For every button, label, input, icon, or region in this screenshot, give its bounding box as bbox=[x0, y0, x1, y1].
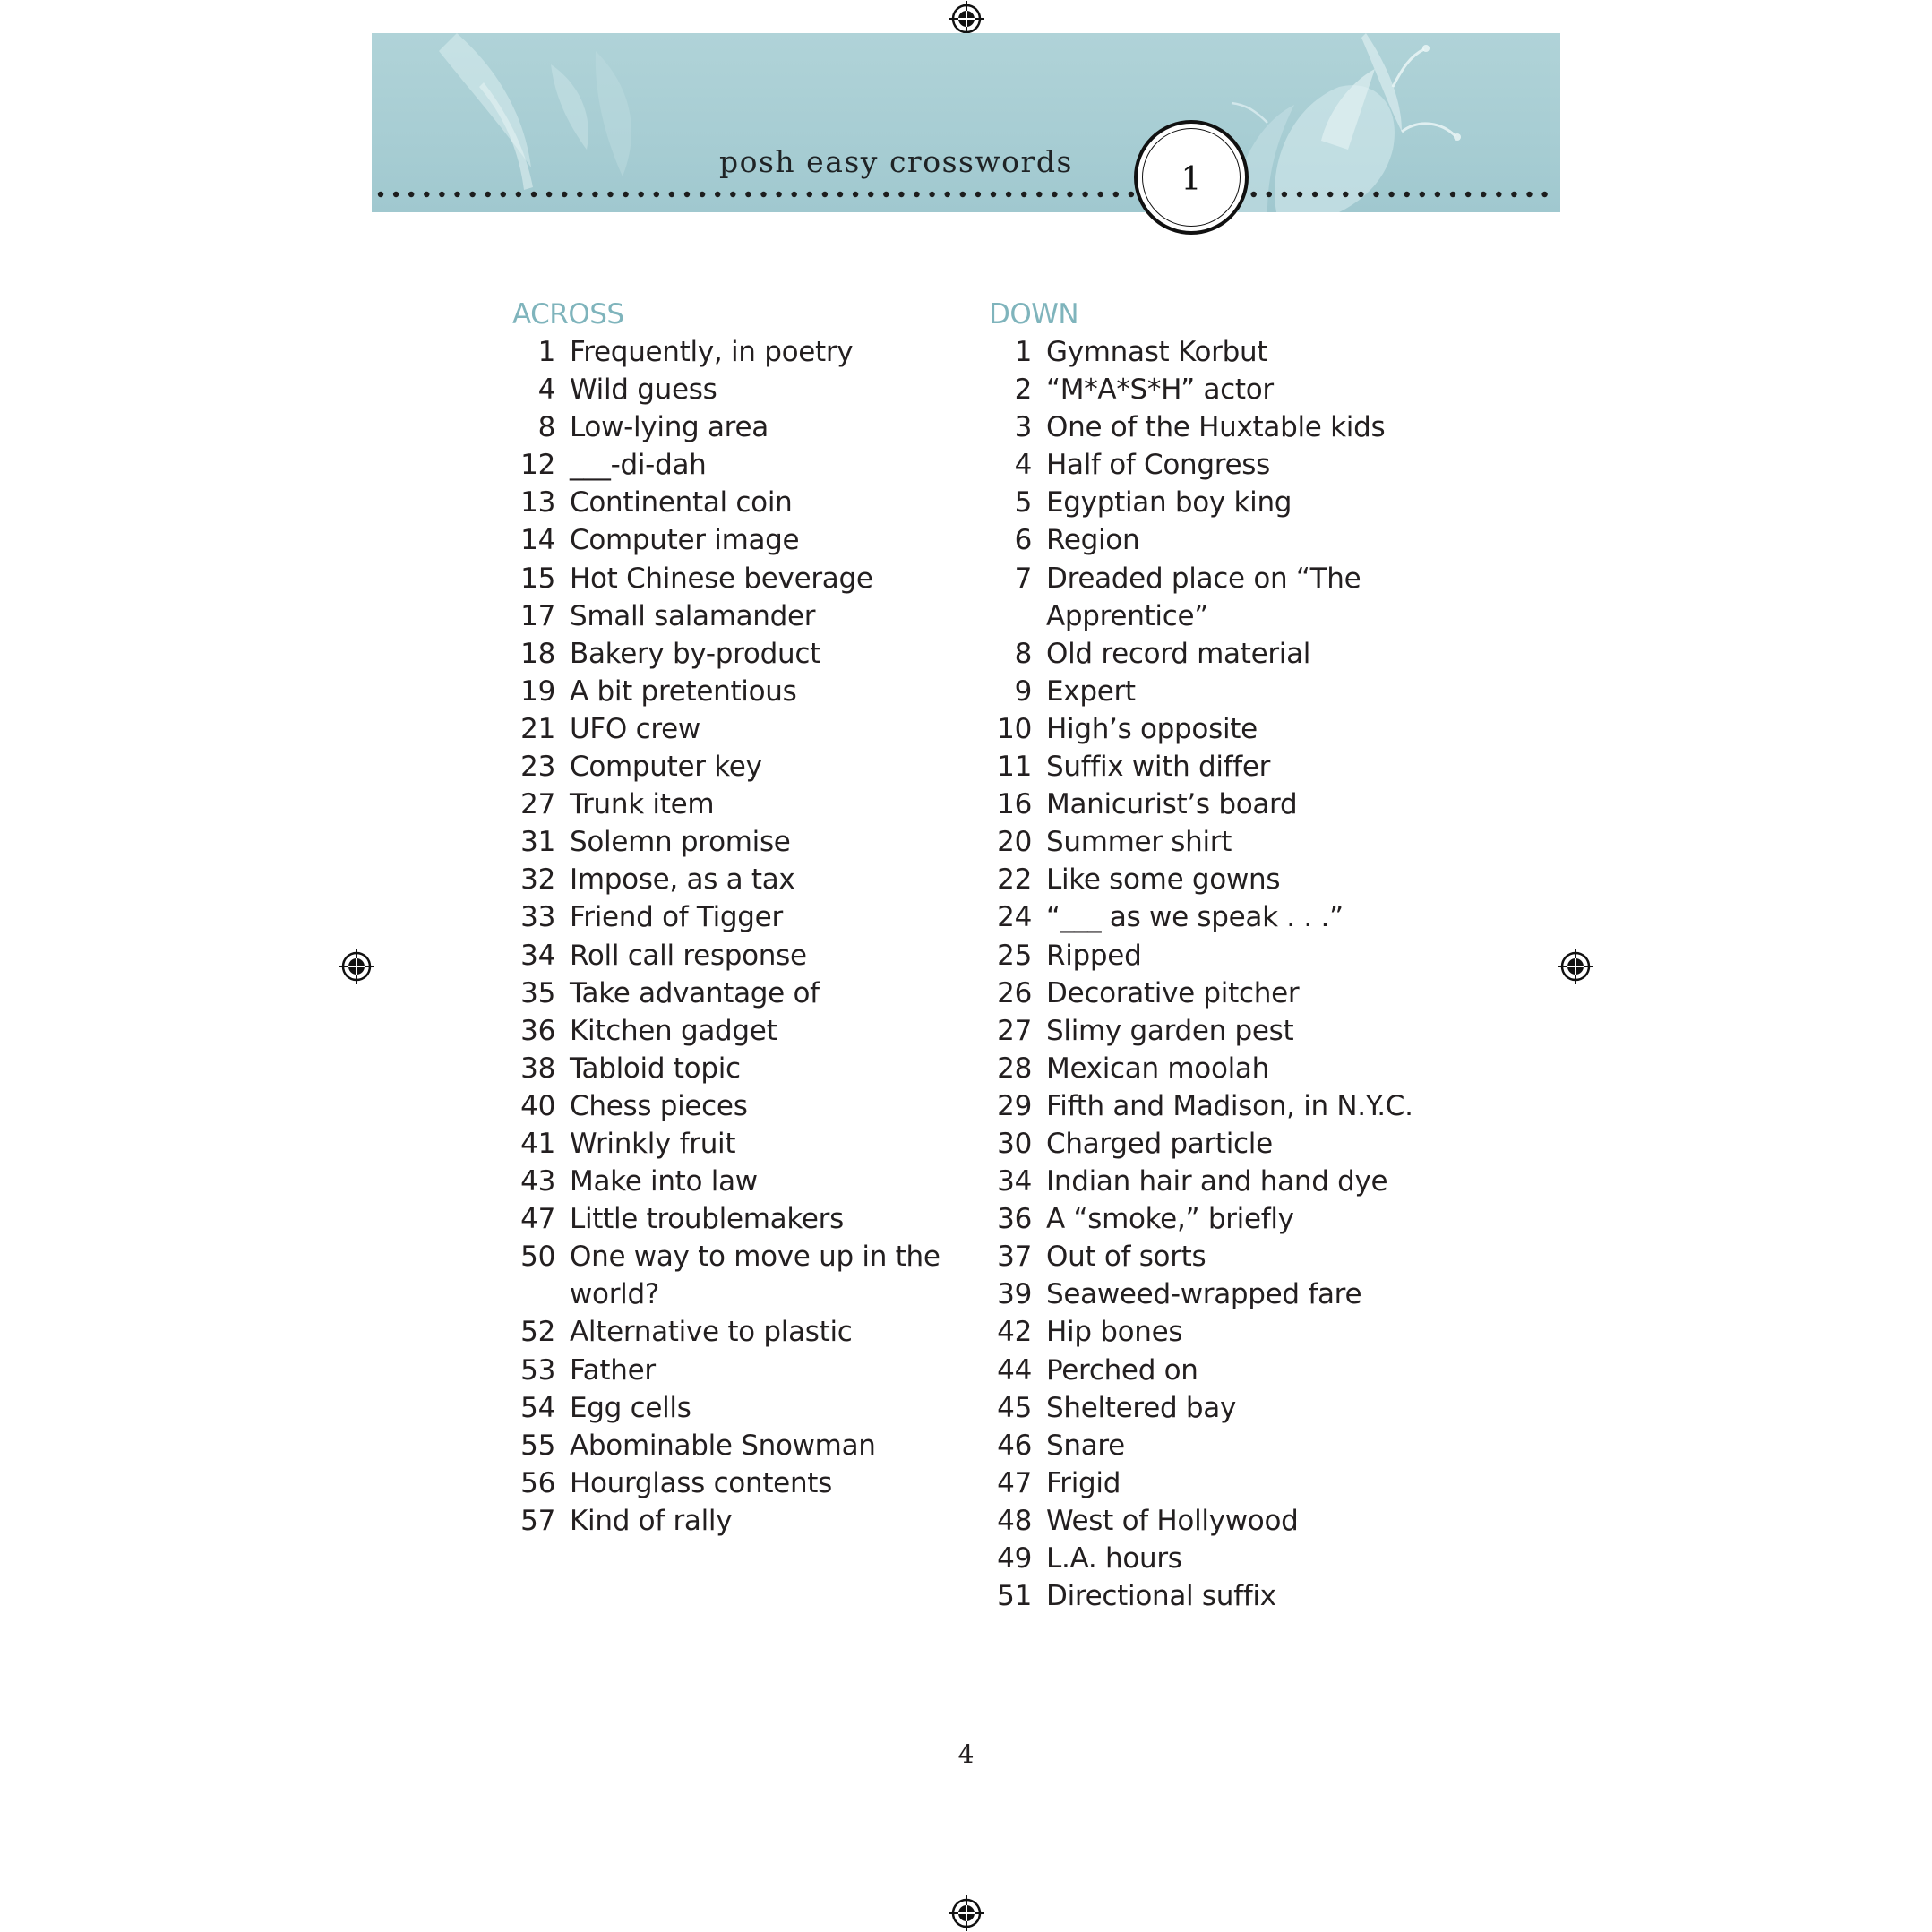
clue-number: 51 bbox=[997, 1580, 1032, 1613]
clue-text: Charged particle bbox=[1046, 1127, 1273, 1160]
clue-number: 36 bbox=[997, 1203, 1032, 1236]
clue-text: Expert bbox=[1046, 674, 1136, 708]
clue-text: Egyptian boy king bbox=[1046, 486, 1292, 519]
across-clue-row bbox=[512, 975, 940, 1012]
clue-number: 23 bbox=[520, 751, 555, 784]
down-clues-column bbox=[989, 296, 1413, 1615]
clue-number: 18 bbox=[520, 637, 555, 670]
down-clue-row bbox=[989, 1200, 1413, 1238]
clue-text: Perched on bbox=[1046, 1353, 1198, 1387]
across-clue-row bbox=[512, 1502, 940, 1540]
across-clue-row bbox=[512, 560, 940, 597]
clue-text: Hot Chinese beverage bbox=[570, 562, 873, 595]
clue-number: 38 bbox=[520, 1052, 555, 1085]
clue-number: 41 bbox=[520, 1127, 555, 1160]
across-clue-row bbox=[512, 710, 940, 748]
across-clue-row bbox=[512, 861, 940, 898]
clue-text: Directional suffix bbox=[1046, 1580, 1276, 1613]
clue-number: 39 bbox=[997, 1278, 1032, 1311]
clue-number: 1 bbox=[537, 336, 555, 368]
clue-number: 4 bbox=[537, 374, 555, 407]
clue-text: Old record material bbox=[1046, 637, 1311, 670]
clue-text: Bakery by-product bbox=[570, 637, 820, 670]
clue-number: 47 bbox=[520, 1203, 555, 1236]
clue-text: Chess pieces bbox=[570, 1089, 748, 1122]
clue-text: Seaweed-wrapped fare bbox=[1046, 1278, 1362, 1311]
clue-text: Fifth and Madison, in N.Y.C. bbox=[1046, 1089, 1413, 1122]
across-clue-row bbox=[512, 748, 940, 786]
across-clue-row bbox=[512, 484, 940, 521]
clue-text: Region bbox=[1046, 524, 1140, 557]
across-clue-row bbox=[512, 1200, 940, 1238]
down-clue-row bbox=[989, 710, 1413, 748]
across-clue-row bbox=[512, 823, 940, 861]
down-clue-row bbox=[989, 560, 1413, 597]
down-clue-row bbox=[989, 937, 1413, 975]
down-clue-row bbox=[989, 1275, 1413, 1313]
down-clue-row bbox=[989, 1050, 1413, 1087]
down-clue-row bbox=[989, 1352, 1413, 1389]
across-clue-row bbox=[512, 1352, 940, 1389]
clue-number: 36 bbox=[520, 1014, 555, 1047]
clue-number: 11 bbox=[997, 751, 1032, 784]
clue-number: 54 bbox=[520, 1391, 555, 1424]
clue-number: 52 bbox=[520, 1316, 555, 1349]
clue-number: 34 bbox=[520, 939, 555, 972]
down-clue-row bbox=[989, 1502, 1413, 1540]
clue-text: Suffix with differ bbox=[1046, 751, 1271, 784]
across-clue-row bbox=[512, 521, 940, 559]
down-clue-row bbox=[989, 1427, 1413, 1464]
clue-number: 12 bbox=[520, 449, 555, 482]
clue-number: 43 bbox=[520, 1165, 555, 1198]
clue-number: 10 bbox=[997, 712, 1032, 745]
clue-number: 50 bbox=[520, 1241, 555, 1274]
clue-text: Father bbox=[570, 1353, 656, 1387]
across-clue-row bbox=[512, 1050, 940, 1087]
dotted-rule bbox=[372, 185, 1560, 203]
clue-text: Impose, as a tax bbox=[570, 863, 795, 897]
clue-number: 4 bbox=[1014, 449, 1032, 482]
down-clue-row bbox=[989, 1163, 1413, 1200]
clue-text: Friend of Tigger bbox=[570, 901, 783, 934]
header-banner bbox=[372, 33, 1560, 212]
clue-text: Like some gowns bbox=[1046, 863, 1281, 897]
clue-text: Apprentice” bbox=[1046, 599, 1208, 632]
clue-number: 14 bbox=[520, 524, 555, 557]
clue-text: Kitchen gadget bbox=[570, 1014, 777, 1047]
clue-number: 21 bbox=[520, 712, 555, 745]
clue-text: world? bbox=[570, 1278, 660, 1311]
clue-text: Slimy garden pest bbox=[1046, 1014, 1294, 1047]
clue-number: 2 bbox=[1014, 374, 1032, 407]
clue-number: 31 bbox=[520, 826, 555, 859]
down-clue-row bbox=[989, 371, 1413, 408]
clue-text: West of Hollywood bbox=[1046, 1504, 1299, 1537]
clue-text: Ripped bbox=[1046, 939, 1142, 972]
down-clue-row bbox=[989, 1389, 1413, 1427]
across-clue-row bbox=[512, 1275, 940, 1313]
clue-text: Half of Congress bbox=[1046, 449, 1270, 482]
clue-text: Gymnast Korbut bbox=[1046, 336, 1268, 368]
clue-number: 17 bbox=[520, 599, 555, 632]
across-clue-row bbox=[512, 1389, 940, 1427]
clue-text: One way to move up in the bbox=[570, 1241, 940, 1274]
across-clue-row bbox=[512, 898, 940, 936]
clue-number: 29 bbox=[997, 1089, 1032, 1122]
clue-number: 47 bbox=[997, 1466, 1032, 1499]
clue-text: Trunk item bbox=[570, 788, 715, 821]
across-clue-row bbox=[512, 1163, 940, 1200]
clue-number: 9 bbox=[1014, 674, 1032, 708]
puzzle-number-badge bbox=[1134, 120, 1249, 235]
down-clue-row bbox=[989, 635, 1413, 673]
clue-number: 35 bbox=[520, 976, 555, 1009]
across-clue-row bbox=[512, 597, 940, 635]
clue-number: 8 bbox=[1014, 637, 1032, 670]
down-clue-row bbox=[989, 333, 1413, 371]
clue-text: Kind of rally bbox=[570, 1504, 733, 1537]
down-clue-list bbox=[989, 333, 1413, 1615]
clue-number: 34 bbox=[997, 1165, 1032, 1198]
clue-text: Hourglass contents bbox=[570, 1466, 833, 1499]
registration-mark-right-icon bbox=[1558, 949, 1593, 984]
clue-text: ___-di-dah bbox=[570, 449, 707, 482]
down-clue-row bbox=[989, 823, 1413, 861]
clue-text: “M*A*S*H” actor bbox=[1046, 374, 1274, 407]
across-clue-row bbox=[512, 1427, 940, 1464]
clue-text: Indian hair and hand dye bbox=[1046, 1165, 1388, 1198]
clue-number: 8 bbox=[537, 411, 555, 444]
down-clue-row bbox=[989, 1464, 1413, 1502]
clue-number: 53 bbox=[520, 1353, 555, 1387]
clue-text: “___ as we speak . . .” bbox=[1046, 901, 1344, 934]
clue-number: 49 bbox=[997, 1542, 1032, 1575]
clue-number: 44 bbox=[997, 1353, 1032, 1387]
clue-number: 33 bbox=[520, 901, 555, 934]
clue-number: 55 bbox=[520, 1429, 555, 1462]
clue-text: Roll call response bbox=[570, 939, 807, 972]
clue-number: 6 bbox=[1014, 524, 1032, 557]
clue-text: Alternative to plastic bbox=[570, 1316, 853, 1349]
clue-number: 32 bbox=[520, 863, 555, 897]
clue-number: 40 bbox=[520, 1089, 555, 1122]
down-clue-row bbox=[989, 1313, 1413, 1351]
down-clue-row bbox=[989, 408, 1413, 446]
down-clue-row bbox=[989, 446, 1413, 484]
clue-text: Solemn promise bbox=[570, 826, 791, 859]
registration-mark-left-icon bbox=[339, 949, 374, 984]
clue-text: Frequently, in poetry bbox=[570, 336, 854, 368]
down-heading: DOWN bbox=[989, 298, 1079, 331]
clue-number: 19 bbox=[520, 674, 555, 708]
across-clue-list bbox=[512, 333, 940, 1540]
down-clue-row bbox=[989, 1238, 1413, 1275]
clue-text: L.A. hours bbox=[1046, 1542, 1182, 1575]
across-clue-row bbox=[512, 673, 940, 710]
clue-number: 48 bbox=[997, 1504, 1032, 1537]
registration-mark-bottom-icon bbox=[949, 1895, 984, 1931]
clue-number: 22 bbox=[997, 863, 1032, 897]
clue-text: Wrinkly fruit bbox=[570, 1127, 736, 1160]
across-clue-row bbox=[512, 635, 940, 673]
across-clue-row bbox=[512, 1238, 940, 1275]
clue-text: Summer shirt bbox=[1046, 826, 1232, 859]
clue-number bbox=[989, 597, 1032, 635]
clue-number: 16 bbox=[997, 788, 1032, 821]
clue-text: Take advantage of bbox=[570, 976, 820, 1009]
clue-number: 46 bbox=[997, 1429, 1032, 1462]
clue-text: Small salamander bbox=[570, 599, 816, 632]
clue-number: 27 bbox=[520, 788, 555, 821]
across-clue-row bbox=[512, 408, 940, 446]
registration-mark-top-icon bbox=[949, 1, 984, 37]
across-clue-row bbox=[512, 1313, 940, 1351]
clue-number: 7 bbox=[1014, 562, 1032, 595]
down-clue-row bbox=[989, 1087, 1413, 1125]
clue-text: A bit pretentious bbox=[570, 674, 797, 708]
clue-text: A “smoke,” briefly bbox=[1046, 1203, 1294, 1236]
across-clue-row bbox=[512, 333, 940, 371]
down-clue-row bbox=[989, 1577, 1413, 1615]
down-clue-row bbox=[989, 673, 1413, 710]
clue-text: Tabloid topic bbox=[570, 1052, 741, 1085]
across-clues-column bbox=[512, 296, 940, 1540]
clue-number: 20 bbox=[997, 826, 1032, 859]
across-heading: ACROSS bbox=[512, 298, 624, 331]
clue-text: High’s opposite bbox=[1046, 712, 1258, 745]
across-clue-row bbox=[512, 1087, 940, 1125]
down-clue-row bbox=[989, 484, 1413, 521]
down-clue-row bbox=[989, 898, 1413, 936]
clue-number: 27 bbox=[997, 1014, 1032, 1047]
across-clue-row bbox=[512, 371, 940, 408]
clue-number: 5 bbox=[1014, 486, 1032, 519]
clue-text: Hip bones bbox=[1046, 1316, 1183, 1349]
clue-number: 28 bbox=[997, 1052, 1032, 1085]
clue-number: 1 bbox=[1014, 336, 1032, 368]
across-clue-row bbox=[512, 446, 940, 484]
clue-text: Frigid bbox=[1046, 1466, 1121, 1499]
down-clue-row bbox=[989, 786, 1413, 823]
down-clue-row bbox=[989, 1012, 1413, 1050]
clue-number: 45 bbox=[997, 1391, 1032, 1424]
down-clue-row bbox=[989, 975, 1413, 1012]
down-clue-row bbox=[989, 1540, 1413, 1577]
clue-text: Continental coin bbox=[570, 486, 793, 519]
clue-text: Snare bbox=[1046, 1429, 1125, 1462]
clue-text: One of the Huxtable kids bbox=[1046, 411, 1386, 444]
across-clue-row bbox=[512, 1464, 940, 1502]
down-clue-row bbox=[989, 597, 1413, 635]
page-number: 4 bbox=[957, 1739, 975, 1769]
clue-text: Out of sorts bbox=[1046, 1241, 1206, 1274]
clue-number: 30 bbox=[997, 1127, 1032, 1160]
clue-number: 25 bbox=[997, 939, 1032, 972]
book-title: posh easy crosswords bbox=[719, 144, 1073, 179]
clue-number: 15 bbox=[520, 562, 555, 595]
clue-number: 13 bbox=[520, 486, 555, 519]
clue-text: Computer key bbox=[570, 751, 762, 784]
clue-text: Low-lying area bbox=[570, 411, 769, 444]
across-clue-row bbox=[512, 786, 940, 823]
clue-number: 56 bbox=[520, 1466, 555, 1499]
clue-text: Manicurist’s board bbox=[1046, 788, 1298, 821]
clue-number: 24 bbox=[997, 901, 1032, 934]
clue-text: Decorative pitcher bbox=[1046, 976, 1300, 1009]
across-clue-row bbox=[512, 937, 940, 975]
clue-number: 3 bbox=[1014, 411, 1032, 444]
clue-text: Sheltered bay bbox=[1046, 1391, 1237, 1424]
clue-text: Egg cells bbox=[570, 1391, 691, 1424]
clue-text: Dreaded place on “The bbox=[1046, 562, 1361, 595]
clue-number: 57 bbox=[520, 1504, 555, 1537]
clue-number: 26 bbox=[997, 976, 1032, 1009]
clue-number bbox=[512, 1275, 555, 1313]
down-clue-row bbox=[989, 1125, 1413, 1163]
clue-number: 42 bbox=[997, 1316, 1032, 1349]
down-clue-row bbox=[989, 521, 1413, 559]
down-clue-row bbox=[989, 861, 1413, 898]
clue-text: Wild guess bbox=[570, 374, 717, 407]
down-clue-row bbox=[989, 748, 1413, 786]
clue-text: Abominable Snowman bbox=[570, 1429, 876, 1462]
clue-text: Computer image bbox=[570, 524, 800, 557]
clue-text: Little troublemakers bbox=[570, 1203, 844, 1236]
clue-number: 37 bbox=[997, 1241, 1032, 1274]
across-clue-row bbox=[512, 1012, 940, 1050]
clue-text: UFO crew bbox=[570, 712, 700, 745]
clue-text: Mexican moolah bbox=[1046, 1052, 1269, 1085]
across-clue-row bbox=[512, 1125, 940, 1163]
puzzle-number: 1 bbox=[1181, 160, 1202, 198]
clue-text: Make into law bbox=[570, 1165, 758, 1198]
